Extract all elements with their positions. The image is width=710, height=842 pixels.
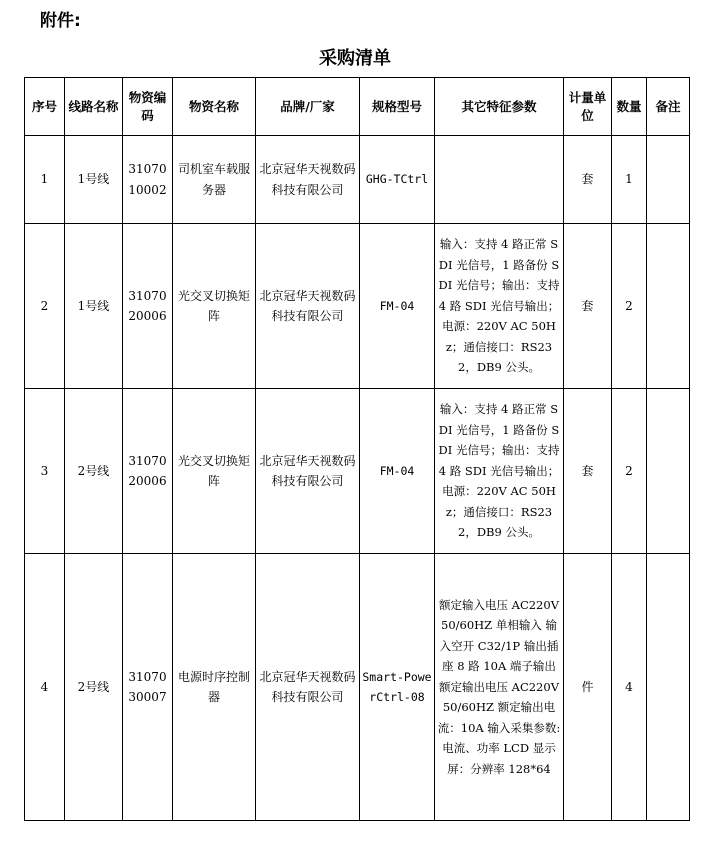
cell-line: 1号线	[65, 136, 123, 224]
column-header: 序号	[25, 78, 65, 136]
cell-model: Smart-PowerCtrl-08	[360, 554, 435, 821]
cell-remark	[647, 554, 690, 821]
cell-params: 输入：支持 4 路正常 SDI 光信号，1 路备份 SDI 光信号；输出：支持 4 路 SDI 光信号输出；电源：220V AC 50Hz；通信接口：RS232，DB9 公头。	[435, 389, 564, 554]
cell-code: 3107030007	[123, 554, 173, 821]
column-header: 计量单位	[564, 78, 612, 136]
cell-model: FM-04	[360, 224, 435, 389]
cell-brand: 北京冠华天视数码科技有限公司	[256, 389, 360, 554]
cell-unit: 套	[564, 389, 612, 554]
cell-qty: 1	[612, 136, 647, 224]
cell-params: 额定输入电压 AC220V 50/60HZ 单相输入 输入空开 C32/1P 输出插座 8 路 10A 端子输出 额定输出电压 AC220V 50/60HZ 额定输出电流：10A 输入采集参数:电流、功率 LCD 显示屏：分辨率 128*64	[435, 554, 564, 821]
cell-brand: 北京冠华天视数码科技有限公司	[256, 136, 360, 224]
cell-model: GHG-TCtrl	[360, 136, 435, 224]
cell-unit: 件	[564, 554, 612, 821]
cell-remark	[647, 224, 690, 389]
table-row	[25, 389, 690, 554]
cell-name: 电源时序控制器	[173, 554, 256, 821]
cell-brand: 北京冠华天视数码科技有限公司	[256, 224, 360, 389]
column-header: 规格型号	[360, 78, 435, 136]
cell-params	[435, 136, 564, 224]
cell-name: 司机室车载服务器	[173, 136, 256, 224]
cell-name: 光交叉切换矩阵	[173, 389, 256, 554]
cell-line: 2号线	[65, 389, 123, 554]
cell-no: 4	[25, 554, 65, 821]
cell-no: 1	[25, 136, 65, 224]
cell-remark	[647, 389, 690, 554]
cell-qty: 2	[612, 389, 647, 554]
attachment-label: 附件:	[40, 11, 81, 31]
cell-no: 2	[25, 224, 65, 389]
cell-no: 3	[25, 389, 65, 554]
cell-code: 3107020006	[123, 389, 173, 554]
table-row	[25, 224, 690, 389]
column-header: 线路名称	[65, 78, 123, 136]
cell-params: 输入：支持 4 路正常 SDI 光信号，1 路备份 SDI 光信号；输出：支持 4 路 SDI 光信号输出；电源：220V AC 50Hz；通信接口：RS232，DB9 公头。	[435, 224, 564, 389]
column-header: 备注	[647, 78, 690, 136]
cell-line: 2号线	[65, 554, 123, 821]
cell-unit: 套	[564, 136, 612, 224]
cell-name: 光交叉切换矩阵	[173, 224, 256, 389]
cell-remark	[647, 136, 690, 224]
cell-brand: 北京冠华天视数码科技有限公司	[256, 554, 360, 821]
table-row	[25, 136, 690, 224]
table-header-row	[25, 78, 690, 136]
column-header: 品牌/厂家	[256, 78, 360, 136]
cell-unit: 套	[564, 224, 612, 389]
cell-model: FM-04	[360, 389, 435, 554]
column-header: 数量	[612, 78, 647, 136]
procurement-table	[24, 77, 690, 821]
cell-qty: 2	[612, 224, 647, 389]
cell-code: 3107020006	[123, 224, 173, 389]
column-header: 物资名称	[173, 78, 256, 136]
column-header: 其它特征参数	[435, 78, 564, 136]
cell-line: 1号线	[65, 224, 123, 389]
table-row	[25, 554, 690, 821]
column-header: 物资编码	[123, 78, 173, 136]
page-title: 采购清单	[319, 48, 391, 69]
cell-qty: 4	[612, 554, 647, 821]
cell-code: 3107010002	[123, 136, 173, 224]
